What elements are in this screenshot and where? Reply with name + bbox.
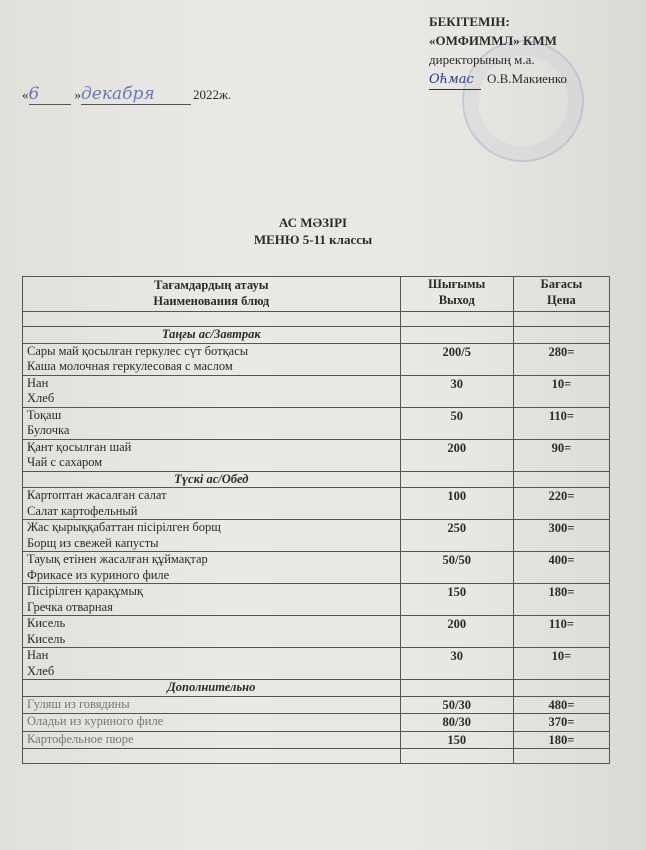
approval-organization: «ОМФИММЛ» КММ xyxy=(429,33,557,48)
yield-cell: 50/50 xyxy=(400,552,513,584)
price-cell: 180= xyxy=(513,731,609,749)
table-header-row xyxy=(23,277,610,312)
table-row xyxy=(23,343,610,375)
dish-name-cell xyxy=(23,375,401,407)
dish-name-ru: Борщ из свежей капусты xyxy=(27,535,159,550)
price-cell: 300= xyxy=(513,520,609,552)
yield-cell: 50/30 xyxy=(400,696,513,714)
price-cell: 220= xyxy=(513,488,609,520)
dish-name-kz: Кисель xyxy=(27,616,66,630)
menu-table xyxy=(22,276,610,764)
dish-name-kz: Нан xyxy=(27,375,49,390)
yield-cell: 150 xyxy=(400,584,513,616)
table-row xyxy=(23,407,610,439)
price-cell: 90= xyxy=(513,439,609,471)
menu-title-kz: АС МӘЗІРІ xyxy=(278,215,348,230)
dish-name-cell xyxy=(23,616,401,648)
table-row xyxy=(23,375,610,407)
table-row xyxy=(23,520,610,552)
dish-name-kz: Жас қырыққабаттан пісірілген борщ xyxy=(27,520,221,534)
table-row xyxy=(23,714,610,732)
dish-name-cell xyxy=(23,714,401,732)
dish-name-cell xyxy=(23,407,401,439)
menu-title-ru: МЕНЮ 5-11 классы xyxy=(253,232,373,247)
date-year: 2022ж. xyxy=(193,87,232,102)
table-row xyxy=(23,439,610,471)
dish-name-ru: Чай с сахаром xyxy=(27,455,103,469)
yield-cell: 80/30 xyxy=(400,714,513,732)
dish-name-cell xyxy=(23,731,401,749)
table-row xyxy=(23,616,610,648)
yield-cell: 150 xyxy=(400,731,513,749)
yield-cell: 30 xyxy=(400,648,513,680)
price-cell: 280= xyxy=(513,343,609,375)
price-cell: 370= xyxy=(513,714,609,732)
yield-cell: 100 xyxy=(400,488,513,520)
table-empty-row xyxy=(23,749,610,764)
yield-cell: 200/5 xyxy=(400,343,513,375)
dish-name-ru: Гречка отварная xyxy=(27,599,113,614)
section-header-row xyxy=(23,327,610,344)
price-cell: 10= xyxy=(513,648,609,680)
table-spacer-row xyxy=(23,312,610,327)
dish-name-cell xyxy=(23,696,401,714)
dish-name-cell xyxy=(23,520,401,552)
price-cell: 110= xyxy=(513,616,609,648)
section-title: Түскі ас/Обед xyxy=(23,471,401,488)
table-row xyxy=(23,648,610,680)
table-row xyxy=(23,696,610,714)
date-month: декабря xyxy=(81,84,191,105)
header-price: Бағасы Цена xyxy=(513,277,609,312)
header-dish-name: Тағамдардың атауы Наименования блюд xyxy=(23,277,401,312)
approval-block xyxy=(429,12,567,90)
dish-name-ru: Хлеб xyxy=(27,391,55,405)
dish-name-cell xyxy=(23,552,401,584)
price-cell: 10= xyxy=(513,375,609,407)
price-cell: 400= xyxy=(513,552,609,584)
dish-name-kz: Қант қосылған шай xyxy=(27,439,132,454)
dish-name-cell xyxy=(23,648,401,680)
section-title: Дополнительно xyxy=(23,680,401,697)
approval-signature-line xyxy=(429,69,567,90)
dish-name-kz: Тоқаш xyxy=(27,407,62,422)
yield-cell: 30 xyxy=(400,375,513,407)
table-row xyxy=(23,488,610,520)
dish-name-ru: Булочка xyxy=(27,423,70,437)
dish-name-cell xyxy=(23,439,401,471)
dish-name-ru: Кисель xyxy=(27,631,66,646)
yield-cell: 200 xyxy=(400,439,513,471)
dish-name-kz: Сары май қосылған геркулес сүт ботқасы xyxy=(27,343,249,358)
yield-cell: 50 xyxy=(400,407,513,439)
dish-name-ru: Фрикасе из куриного филе xyxy=(27,567,170,582)
dish-name-kz: Пісірілген қарақұмық xyxy=(27,584,143,598)
yield-cell: 250 xyxy=(400,520,513,552)
dish-name-cell xyxy=(23,488,401,520)
section-header-row xyxy=(23,471,610,488)
price-cell: 480= xyxy=(513,696,609,714)
dish-name-kz: Гуляш из говядины xyxy=(27,696,130,711)
price-cell: 180= xyxy=(513,584,609,616)
dish-name-cell xyxy=(23,343,401,375)
handwritten-signature: Оћмас xyxy=(429,70,481,90)
header-yield: Шығымы Выход xyxy=(400,277,513,312)
approval-position: директорының м.а. xyxy=(429,52,535,67)
dish-name-kz: Картоптан жасалған салат xyxy=(27,488,167,502)
section-header-row xyxy=(23,680,610,697)
approver-name: О.В.Макиенко xyxy=(487,71,568,86)
document-date: « 6 » декабря 2022ж. xyxy=(22,84,232,104)
table-row xyxy=(23,731,610,749)
dish-name-kz: Тауық етінен жасалған құймақтар xyxy=(27,552,208,566)
dish-name-kz: Оладьи из куриного филе xyxy=(27,714,164,728)
yield-cell: 200 xyxy=(400,616,513,648)
dish-name-ru: Каша молочная геркулесовая с маслом xyxy=(27,359,233,373)
approval-heading: БЕКІТЕМІН: xyxy=(429,14,510,29)
table-row xyxy=(23,584,610,616)
dish-name-kz: Нан xyxy=(27,648,49,662)
dish-name-kz: Картофельное пюре xyxy=(27,731,134,746)
dish-name-ru: Хлеб xyxy=(27,663,55,678)
date-day: 6 xyxy=(29,84,71,105)
price-cell: 110= xyxy=(513,407,609,439)
section-title: Таңғы ас/Завтрак xyxy=(23,327,401,344)
dish-name-ru: Салат картофельный xyxy=(27,503,138,518)
table-row xyxy=(23,552,610,584)
dish-name-cell xyxy=(23,584,401,616)
